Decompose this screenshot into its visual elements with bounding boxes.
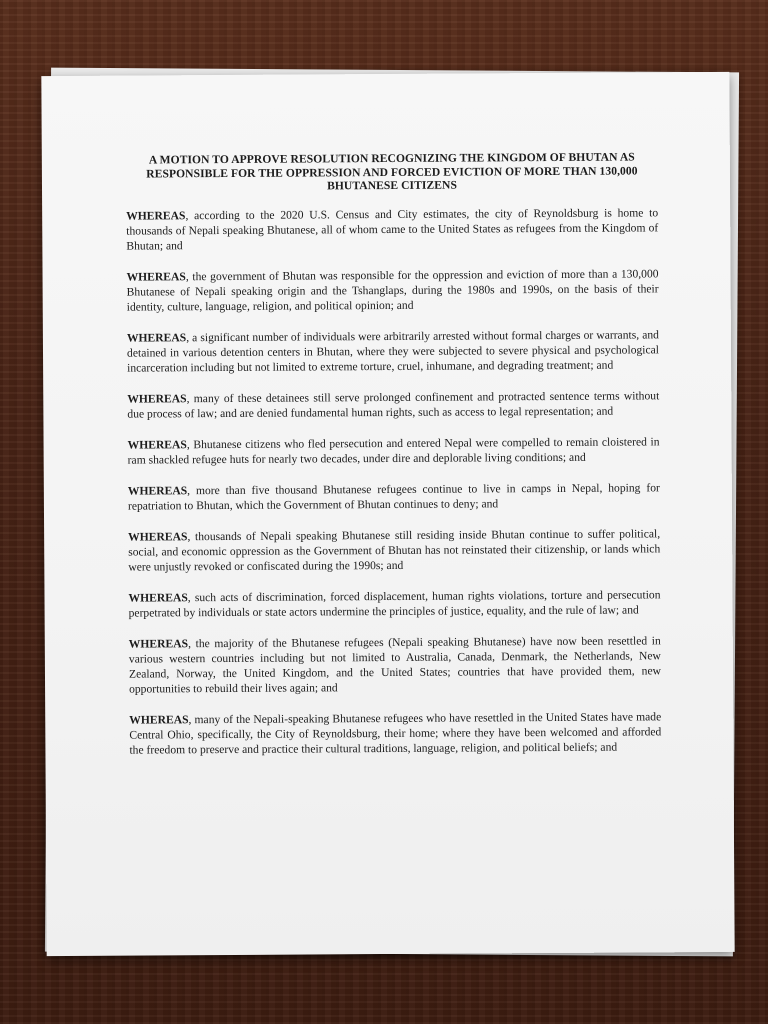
document-title: A MOTION TO APPROVE RESOLUTION RECOGNIZING THE KINGDOM OF BHUTAN AS RESPONSIBLE FOR THE OPPRESSION AND FORCED EVICTION OF MORE THAN 130,000 BHUTANESE CITIZENS	[146, 150, 638, 193]
whereas-clause-10	[129, 709, 661, 757]
clause-text: , thousands of Nepali speaking Bhutanese still residing inside Bhutan continue to suffer political, social, and economic oppression as the Government of Bhutan has not reinstated their citizenship, or lands which were unjustly revoked or confiscated during the 1990s; and	[128, 526, 661, 574]
clause-keyword: WHEREAS	[128, 636, 189, 651]
clause-text: , such acts of discrimination, forced displacement, human rights violations, torture and persecution perpetrated by individuals or state actors undermine the principles of justice, equality, and the rule of law; and	[128, 587, 661, 620]
clause-text: , Bhutanese citizens who fled persecution and entered Nepal were compelled to remain cloistered in ram shackled refugee huts for nearly two decades, under dire and deplorable living conditions; and	[127, 434, 660, 467]
clause-keyword: WHEREAS	[127, 437, 187, 452]
document-body	[126, 150, 662, 773]
clause-keyword: WHEREAS	[128, 529, 188, 544]
clause-keyword: WHEREAS	[127, 391, 187, 406]
clause-text: , the majority of the Bhutanese refugees (Nepali speaking Bhutanese) have now been resettled in various western countries including but not limited to Australia, Canada, Denmark, the Netherlands, New Zealand, Norway, the United Kingdom, and the United States; countries that have provided them, new opportunities to rebuild their lives again; and	[128, 633, 661, 696]
clause-text: , many of these detainees still serve prolonged confinement and protracted sentence terms without due process of law; and are denied fundamental human rights, such as access to legal representation; and	[127, 388, 660, 421]
whereas-clause-1	[126, 205, 658, 253]
whereas-clause-8	[128, 587, 660, 620]
clause-keyword: WHEREAS	[126, 269, 186, 284]
whereas-clause-3	[127, 327, 659, 375]
clause-text: , the government of Bhutan was responsible for the oppression and eviction of more than a 130,000 Bhutanese of Nepali speaking origin and the Tshanglaps, during the 1980s and 1990s, on the basis of their identity, culture, language, religion, and political opinion; and	[126, 266, 659, 314]
clause-keyword: WHEREAS	[128, 590, 188, 605]
clause-text: , more than five thousand Bhutanese refugees continue to live in camps in Nepal, hoping for repatriation to Bhutan, which the Government of Bhutan continues to deny; and	[127, 480, 660, 513]
whereas-clause-2	[126, 266, 658, 314]
whereas-clause-6	[128, 480, 660, 513]
clause-text: , a significant number of individuals were arbitrarily arrested without formal charges or warrants, and detained in various detention centers in Bhutan, where they were subjected to severe physical and psychological incarceration including but not limited to extreme torture, cruel, inhumane, and degrading treatment; and	[126, 327, 660, 375]
clause-text: , many of the Nepali-speaking Bhutanese refugees who have resettled in the United States have made Central Ohio, specifically, the City of Reynoldsburg, their home; where they have been welcomed and afforded the freedom to preserve and practice their cultural traditions, language, religion, and political beliefs; and	[129, 709, 662, 757]
clause-keyword: WHEREAS	[129, 712, 189, 727]
clause-keyword: WHEREAS	[126, 208, 186, 223]
whereas-clause-4	[127, 388, 659, 421]
document-page	[41, 72, 734, 956]
clause-keyword: WHEREAS	[126, 330, 187, 345]
clause-text: , according to the 2020 U.S. Census and City estimates, the city of Reynoldsburg is home to thousands of Nepali speaking Bhutanese, all of whom came to the United States as refugees from the Kingdom of Bhutan; and	[126, 205, 659, 253]
whereas-clause-5	[128, 434, 660, 467]
whereas-clause-9	[129, 633, 661, 696]
clause-keyword: WHEREAS	[127, 483, 188, 498]
whereas-clause-7	[128, 526, 660, 574]
